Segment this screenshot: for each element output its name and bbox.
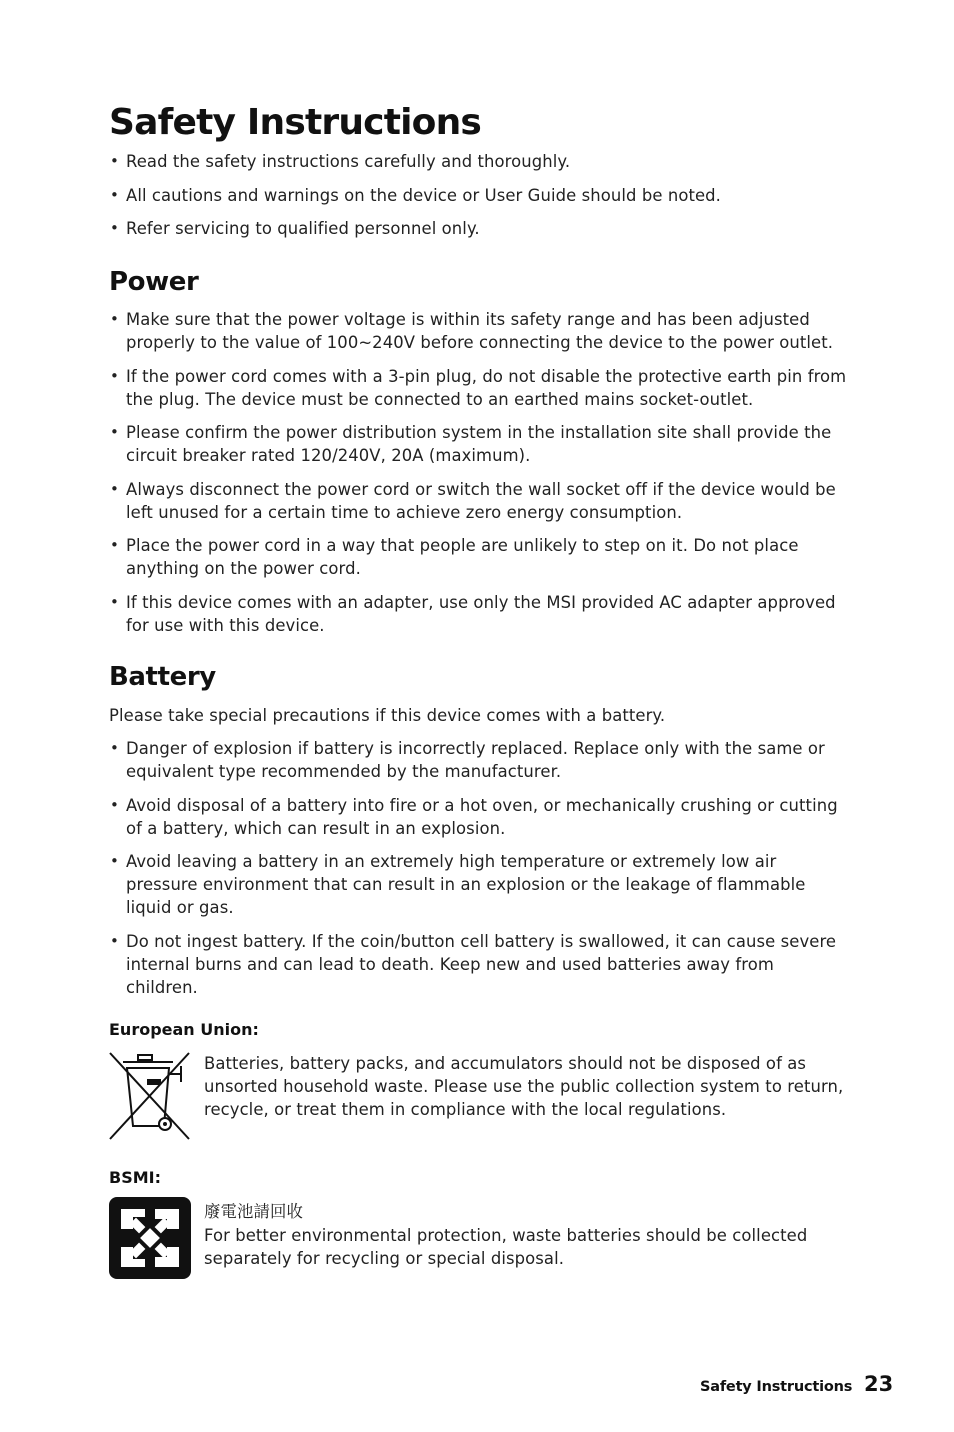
crossed-out-wheelie-bin-icon [109, 1052, 191, 1140]
list-item: • Avoid disposal of a battery into fire or a hot oven, or mechanically crushing or cutting of a battery, which can result in an explosion. [109, 794, 849, 840]
battery-heading: Battery [109, 662, 216, 692]
page-title: Safety Instructions [109, 102, 482, 143]
list-item: • Always disconnect the power cord or switch the wall socket off if the device would be left unused for a certain time to achieve zero energy consumption. [109, 478, 849, 524]
power-heading: Power [109, 267, 199, 297]
list-item: • Danger of explosion if battery is incorrectly replaced. Replace only with the same or equivalent type recommended by the manufacturer. [109, 737, 849, 783]
list-item: • Refer servicing to qualified personnel only. [109, 217, 849, 240]
list-item: • All cautions and warnings on the device or User Guide should be noted. [109, 184, 849, 207]
list-item: • Avoid leaving a battery in an extremely high temperature or extremely low air pressure environment that can result in an explosion or the leakage of flammable liquid or gas. [109, 850, 849, 919]
list-item: • Make sure that the power voltage is within its safety range and has been adjusted properly to the value of 100~240V before connecting the device to the power outlet. [109, 308, 849, 354]
eu-heading: European Union: [109, 1020, 259, 1039]
bsmi-text: For better environmental protection, waste batteries should be collected separately for recycling or special disposal. [204, 1226, 808, 1268]
battery-intro: Please take special precautions if this device comes with a battery. [109, 706, 666, 725]
footer-section-label: Safety Instructions [700, 1379, 853, 1395]
list-item: • If this device comes with an adapter, use only the MSI provided AC adapter approved for use with this device. [109, 591, 849, 637]
list-item: • If the power cord comes with a 3-pin plug, do not disable the protective earth pin from the plug. The device must be connected to an earthed mains socket-outlet. [109, 365, 849, 411]
bsmi-heading: BSMI: [109, 1168, 161, 1187]
list-item: • Please confirm the power distribution system in the installation site shall provide the circuit breaker rated 120/240V, 20A (maximum). [109, 421, 849, 467]
bsmi-chinese-text: 廢電池請回收 [204, 1202, 303, 1221]
power-bullet-list [109, 308, 849, 647]
recycle-battery-icon [109, 1197, 191, 1279]
list-item: • Read the safety instructions carefully and thoroughly. [109, 150, 849, 173]
list-item: • Do not ingest battery. If the coin/button cell battery is swallowed, it can cause severe internal burns and can lead to death. Keep new and used batteries away from children. [109, 930, 849, 999]
eu-text: Batteries, battery packs, and accumulators should not be disposed of as unsorted household waste. Please use the public collection system to return, recycle, or treat them in compliance with the local regulations. [204, 1054, 844, 1119]
list-item: • Place the power cord in a way that people are unlikely to step on it. Do not place anything on the power cord. [109, 534, 849, 580]
battery-bullet-list [109, 737, 849, 1009]
intro-bullet-list [109, 150, 849, 251]
page-number: 23 [864, 1372, 894, 1396]
